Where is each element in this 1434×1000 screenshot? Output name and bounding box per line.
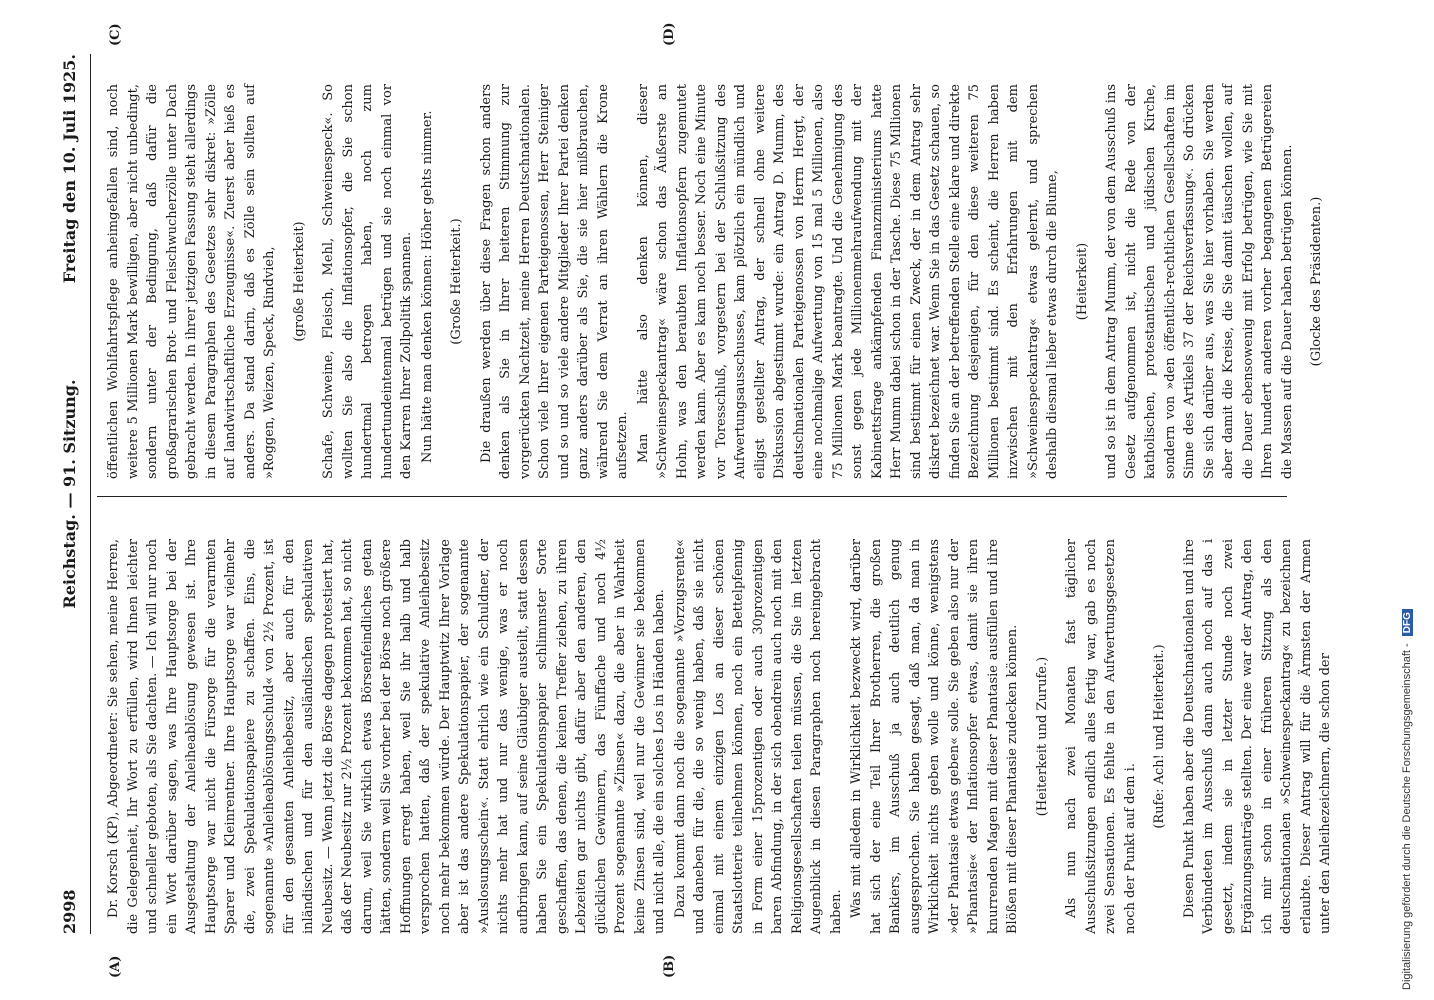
margin-marker-d: (D): [662, 22, 677, 46]
credit-text: Digitalisierung gefördert durch die Deutsche Forschungsgemeinschaft -: [1401, 643, 1413, 990]
right-paragraph: Schafe, Schweine, Fleisch, Mehl, Schweinespeck«. So wollten Sie also die Inflationsopfer, die Sie schon hundertmal betrogen haben, noch zum hundertundeintenmal betrügen und sie noch einmal vor den Karren Ihrer Zollpolitik spannen.: [321, 84, 414, 479]
stage-direction: (Heiterkeit): [1074, 242, 1090, 321]
stage-direction: (Große Heiterkeit.): [449, 218, 464, 345]
stage-direction: (Glocke des Präsidenten.): [1309, 196, 1324, 367]
header-rule: [90, 54, 91, 934]
right-paragraph: Nun hätte man denken können: Höher gehts nimmer.: [419, 110, 435, 463]
session-date: Freitag den 10. Juli 1925.: [60, 54, 79, 284]
left-paragraph: Dr. Korsch (KP), Abgeordneter: Sie sehen, meine Herren, die Gelegenheit, Ihr Wort zu erfüllen, wird Ihnen leichter und schneller geboten, als Sie dachten. — Ich will nur noch ein Wort darüber sagen, was Ihre Hauptsorge bei der Ausgestaltung der Anleiheablösung gewesen ist. Ihre Hauptsorge war nicht die Fürsorge für die verarmten Sparer und Kleinrentner. Ihre Hauptsorge war vielmehr die, zwei Spekulationspapiere zu schaffen. Eins, die sogenannte »Anleiheablösungsschuld« von 2½ Prozent, ist für den gesamten Anleihebesitz, aber auch für den inländischen und für den ausländischen spekulativen Neubesitz. — Wenn jetzt die Börse dagegen protestiert hat, daß der Neubesitz nur 2½ Prozent bekommen hat, so nicht darum, weil Sie wirklich etwas Börsenfeindliches getan hätten, sondern weil Sie vorher bei der Börse noch größere Hoffnungen erregt haben, weil Sie ihr halb und halb versprochen hatten, daß der spekulative Anleihebesitz noch mehr bekommen würde. Der Hauptwitz Ihrer Vorlage aber ist das andere Spekulationspapier, der sogenannte »Auslosungsschein«. Statt ehrlich wie ein Schuldner, der nichts mehr hat und nur das wenige, was er noch aufbringen kann, auf seine Gläubiger austeilt, statt dessen haben Sie ein Spekulationspapier schlimmster Sorte geschaffen, das denen, die keinen Treffer ziehen, zu ihren Lebzeiten gar nichts gibt, dafür aber den anderen, den glücklichen Gewinnern, das Fünffache und noch 4½ Prozent sogenannte »Zinsen« dazu, die aber in Wahrheit keine Zinsen sind, weil nur die Gewinner sie bekommen und nicht alle, die ein solches Los in Händen haben.: [106, 539, 667, 934]
column-rule: [97, 496, 1287, 497]
stage-direction: (große Heiterkeit): [291, 221, 307, 342]
margin-marker-c: (C): [108, 23, 123, 46]
right-paragraph: Die draußen werden über diese Fragen schon anders denken als Sie in Ihrer heiteren Stimmung zur vorgerückten Nachtzeit, meine Herren Deutschnationalen. Schon viele Ihrer eigenen Parteigenossen, Herr Steiniger und so und so viele andere Mitglieder Ihrer Partei denken ganz anders darüber als Sie, die sie hier mißbrauchen, während Sie dem Verrat an ihren Wählern die Krone aufsetzen.: [478, 84, 630, 479]
margin-marker-b: (B): [662, 954, 677, 978]
dfg-logo: DFG: [1402, 609, 1413, 636]
right-column: [104, 84, 1324, 479]
stage-direction: (Heiterkeit und Zurufe.): [1034, 656, 1050, 817]
page-header: [52, 54, 92, 934]
stage-direction: (Rufe: Ach! und Heiterkeit.): [1152, 644, 1167, 829]
page-number: 2998: [60, 889, 79, 934]
right-paragraph: und so ist in dem Antrag Mumm, der von dem Ausschuß ins Gesetz aufgenommen ist, nicht die Rede von der katholischen, protestantischen und jüdischen Kirche, sondern von »den öffentlich-rechtlichen Gesellschaften im Sinne des Artikels 37 der Reichsverfassung«. So drücken Sie sich darüber aus, was Sie hier vorhaben. Sie werden aber damit die Kreise, die Sie damit täuschen wollen, auf die Dauer ebensowenig mit Erfolg betrügen, wie Sie mit Ihren hundert anderen vorher begangenen Betrügereien die Massen auf die Dauer haben betrügen können.: [1104, 84, 1295, 479]
document-page: [52, 22, 1333, 978]
left-paragraph: Diesen Punkt haben aber die Deutschnationalen und ihre Verbündeten im Ausschuß dann auch noch auf das i gesetzt, indem sie in letzter Stunde noch zwei Ergänzungsanträge stellten. Der eine war der Antrag, den ich mir schon in einer früheren Sitzung als den deutschnationalen »Schweinespeckantrag« zu bezeichnen erlaubte. Dieser Antrag will für die Ärmsten der Armen unter den Anleihezeichnern, die schon der: [1181, 539, 1333, 934]
margin-marker-a: (A): [108, 955, 123, 978]
digitization-credit: [1401, 10, 1413, 990]
left-paragraph: Als nun nach zwei Monaten fast täglicher Ausschußsitzungen endlich alles fertig war, gab es noch zwei Sensationen. Es fehlte in den Aufwertungsgesetzen noch der Punkt auf dem i.: [1064, 539, 1138, 934]
right-paragraph: öffentlichen Wohlfahrtspflege anheimgefallen sind, noch weitere 5 Millionen Mark bewilligen, aber nicht unbedingt, sondern unter der Bedingung, daß dafür die großagrarischen Brot- und Fleischwucherzölle unter Dach gebracht werden. In ihrer jetzigen Fassung steht allerdings in diesem Paragraphen des Gesetzes sehr diskret: »Zölle auf landwirtschaftliche Erzeugnisse«. Zuerst aber hieß es anders. Da stand darin, daß es Zölle sein sollten auf »Roggen, Weizen, Speck, Rindvieh,: [106, 84, 277, 479]
left-paragraph: Was mit alledem in Wirklichkeit bezweckt wird, darüber hat sich der eine Teil Ihrer Brotherren, die großen Bankiers, im Ausschuß ja auch deutlich genug ausgesprochen. Sie haben gesagt, daß man, da man in Wirklichkeit nichts geben wolle und könne, wenigstens »der Phantasie etwas geben« solle. Sie geben also nur der »Phantasie« der Inflationsopfer etwas, damit sie ihren knurrenden Magen mit dieser Phantasie ausfüllen und ihre Blößen mit dieser Phantasie zudecken können.: [849, 539, 1020, 934]
right-paragraph: Man hätte also denken können, dieser »Schweinespeckantrag« wäre schon das Äußerste an Hohn, was den beraubten Inflationsopfern zugemutet werden kann. Aber es kam noch besser. Noch eine Minute vor Toresschluß, vorgestern bei der Schlußsitzung des Aufwertungsausschusses, kam plötzlich ein mündlich und eiligst gestellter Antrag, der schnell ohne weitere Diskussion abgestimmt wurde: ein Antrag D. Mumm, des deutschnationalen Parteigenossen von Herrn Hergt, der eine nochmalige Aufwertung von 15 mal 5 Millionen, also 75 Millionen Mark beantragte. Und die Genehmigung des sonst gegen jede Millionenmehraufwendung mit der Kabinettsfrage ankämpfenden Finanzministeriums hatte Herr Mumm dabei schon in der Tasche. Diese 75 Millionen sind bestimmt für einen Zweck, der in dem Antrag sehr diskret bezeichnet war. Wenn Sie in das Gesetz schauen, so finden Sie an der betreffenden Stelle eine klare und direkte Bezeichnung desjenigen, für den diese weiteren 75 Millionen bestimmt sind. Es scheint, die Herren haben inzwischen mit den Erfahrungen mit dem »Schweinespeckantrag« etwas gelernt, und sprechen deshalb diesmal lieber etwas durch die Blume,: [635, 84, 1060, 479]
left-paragraph: Dazu kommt dann noch die sogenannte »Vorzugsrente« und daneben für die, die so wenig haben, daß sie nicht einmal mit einem einzigen Los an dieser schönen Staatslotterie teilnehmen können, noch ein Bettelpfennig in Form einer 15prozentigen oder auch 30prozentigen baren Abfindung, in der sich obendrein auch noch mit den Religionsgesellschaften teilen müssen, die Sie im letzten Augenblick in diesen Paragraphen noch hereingebracht haben.: [672, 539, 844, 934]
session-title: Reichstag. — 91. Sitzung.: [60, 379, 79, 609]
left-column: [104, 539, 1333, 934]
